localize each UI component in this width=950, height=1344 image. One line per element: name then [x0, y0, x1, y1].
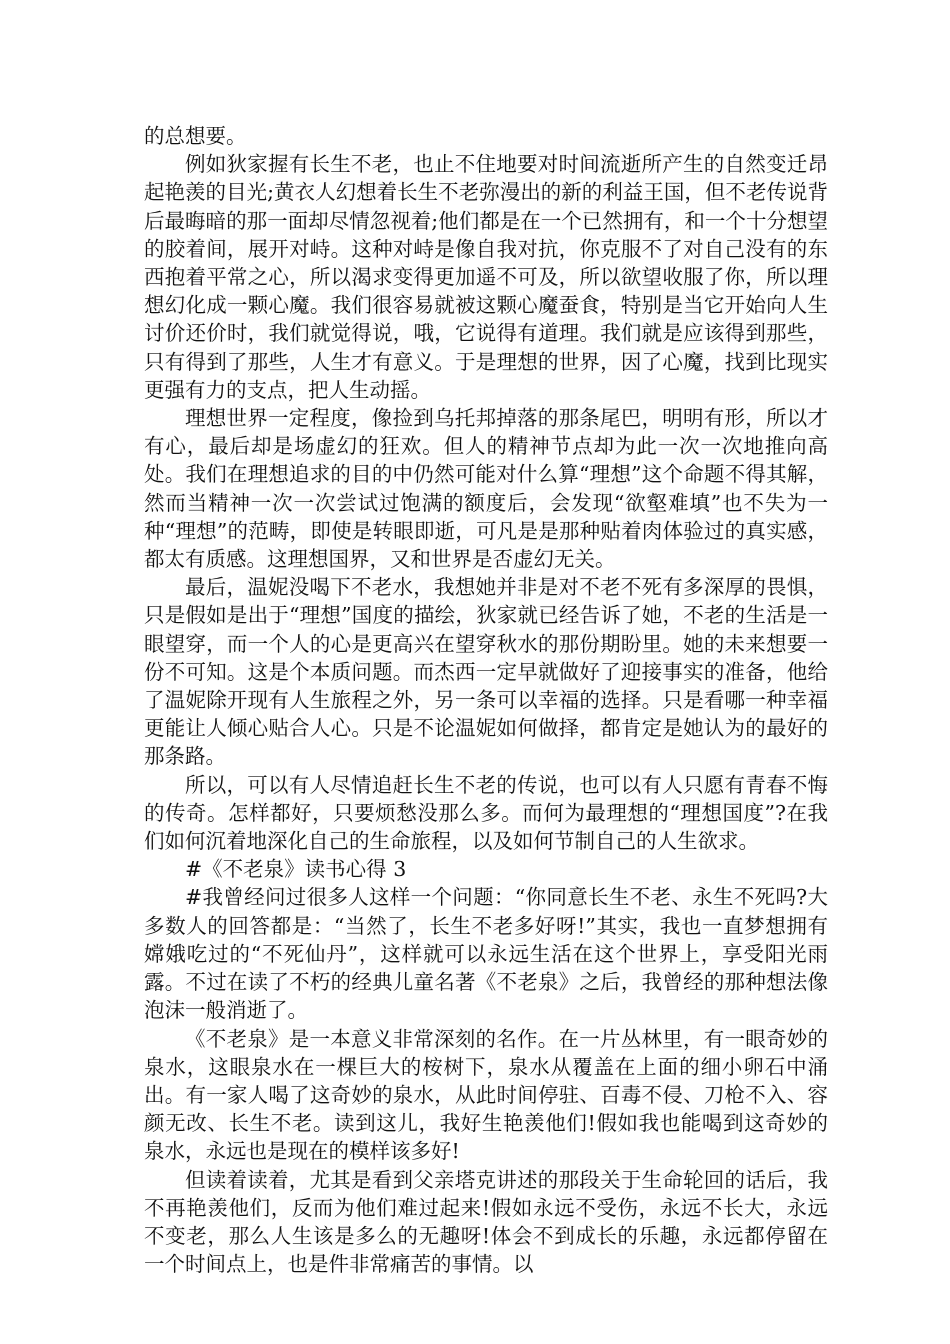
paragraph-8: 但读着读着，尤其是看到父亲塔克讲述的那段关于生命轮回的话后，我不再艳羡他们，反而为他们难过起来!假如永远不受伤，永远不长大，永远不变老，那么人生该是多么的无趣呀!体会不到成长的乐趣，永远都停留在一个时间点上，也是件非常痛苦的事情。以 [144, 1167, 828, 1277]
paragraph-7: 《不老泉》是一本意义非常深刻的名作。在一片丛林里，有一眼奇妙的泉水，这眼泉水在一棵巨大的桉树下，泉水从覆盖在上面的细小卵石中涌出。有一家人喝了这奇妙的泉水，从此时间停驻、百毒不侵、刀枪不入、容颜无改、长生不老。读到这儿，我好生艳羡他们!假如我也能喝到这奇妙的泉水，永远也是现在的模样该多好! [144, 1026, 828, 1164]
paragraph-6: #我曾经问过很多人这样一个问题：“你同意长生不老、永生不死吗?大多数人的回答都是：“当然了，长生不老多好呀!”其实，我也一直梦想拥有嫦娥吃过的“不死仙丹”，这样就可以永远生活在这个世界上，享受阳光雨露。不过在读了不朽的经典儿童名著《不老泉》之后，我曾经的那种想法像泡沫一般消逝了。 [144, 885, 828, 1023]
paragraph-1: 例如狄家握有长生不老，也止不住地要对时间流逝所产生的自然变迁昂起艳羡的目光;黄衣人幻想着长生不老弥漫出的新的利益王国，但不老传说背后最晦暗的那一面却尽情忽视着;他们都是在一个已然拥有，和一个十分想望的胶着间，展开对峙。这种对峙是像自我对抗，你克服不了对自己没有的东西抱着平常之心，所以渴求变得更加遥不可及，所以欲望收服了你，所以理想幻化成一颗心魔。我们很容易就被这颗心魔蚕食，特别是当它开始向人生讨价还价时，我们就觉得说，哦，它说得有道理。我们就是应该得到那些，只有得到了那些，人生才有意义。于是理想的世界，因了心魔，找到比现实更强有力的支点，把人生动摇。 [144, 152, 828, 402]
paragraph-3: 最后，温妮没喝下不老水，我想她并非是对不老不死有多深厚的畏惧，只是假如是出于“理想”国度的描绘，狄家就已经告诉了她，不老的生活是一眼望穿，而一个人的心是更高兴在望穿秋水的那份期盼里。她的未来想要一份不可知。这是个本质问题。而杰西一定早就做好了迎接事实的准备，他给了温妮除开现有人生旅程之外，另一条可以幸福的选择。只是看哪一种幸福更能让人倾心贴合人心。只是不论温妮如何做择，都肯定是她认为的最好的那条路。 [144, 575, 828, 769]
paragraph-4: 所以，可以有人尽情追赶长生不老的传说，也可以有人只愿有青春不悔的传奇。怎样都好，只要烦愁没那么多。而何为最理想的“理想国度”?在我们如何沉着地深化自己的生命旅程，以及如何节制自己的人生欲求。 [144, 772, 828, 854]
paragraph-0: 的总想要。 [144, 124, 247, 148]
document-page [144, 122, 828, 1278]
section-heading: #《不老泉》读书心得 3 [185, 857, 407, 882]
paragraph-2: 理想世界一定程度，像捡到乌托邦掉落的那条尾巴，明明有形，所以才有心，最后却是场虚幻的狂欢。但人的精神节点却为此一次一次地推向高处。我们在理想追求的目的中仍然可能对什么算“理想”这个命题不得其解，然而当精神一次一次尝试过饱满的额度后，会发现“欲壑难填”也不失为一种“理想”的范畴，即使是转眼即逝，可凡是是那种贴着肉体验过的真实感，都太有质感。这理想国界，又和世界是否虚幻无关。 [144, 406, 828, 572]
